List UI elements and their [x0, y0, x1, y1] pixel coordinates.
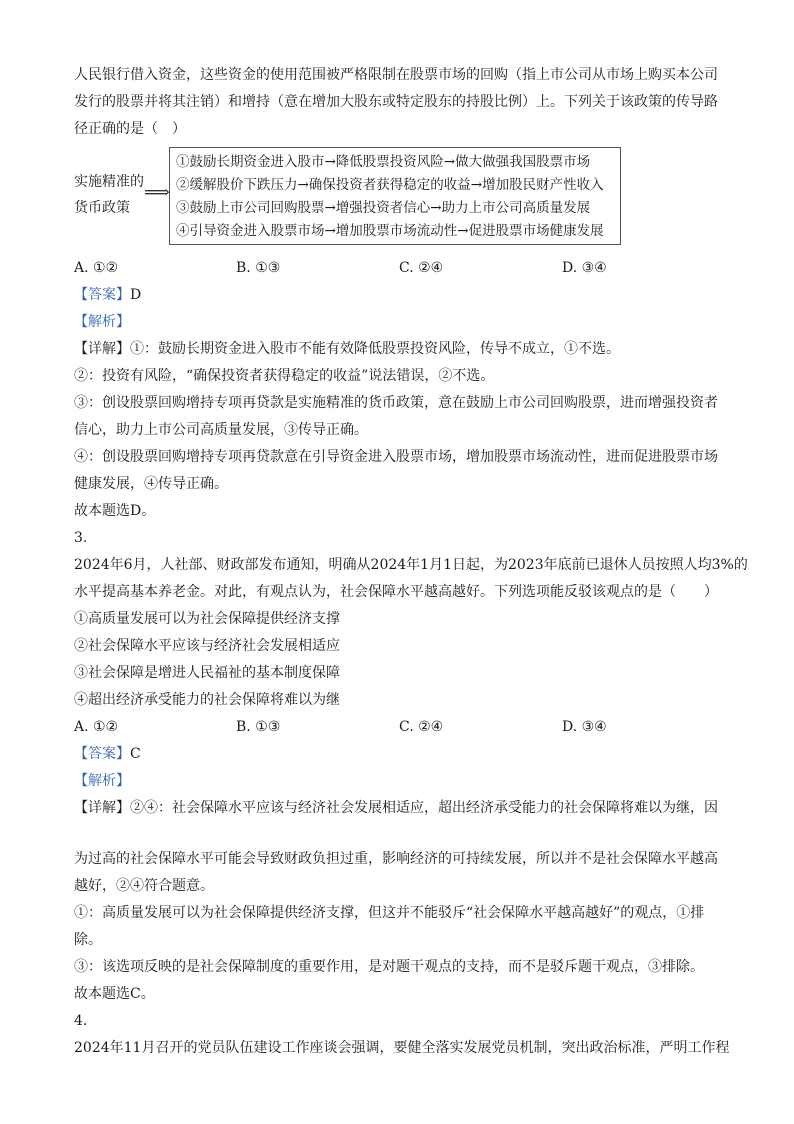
q2-detail-line: ④：创设股票回购增持专项再贷款意在引导资金进入股票市场，增加股票市场流动性，进而促进股票市场	[74, 449, 718, 465]
q2-analysis	[74, 309, 724, 336]
q2-detail-line: 健康发展，④传导正确。	[74, 476, 228, 492]
q4-number: 4.	[74, 1013, 88, 1029]
double-arrow-icon: ⟹	[144, 182, 170, 203]
q3-item-4: ④超出经济承受能力的社会保障将难以为继	[74, 692, 340, 708]
q3-stem-line: 2024年6月，人社部、财政部发布通知，明确从2024年1月1日起，为2023年底前已退休人员按照人均3%的	[74, 557, 748, 573]
q4-stem-line: 2024年11月召开的党员队伍建设工作座谈会强调，要健全落实发展党员机制，突出政治标准，严明工作程	[74, 1040, 730, 1056]
answer-value: D	[130, 287, 142, 303]
q3-detail-line: ①：高质量发展可以为社会保障提供经济支撑，但这并不能驳斥“社会保障水平越高越好”的观点，①排	[74, 905, 705, 921]
q3-answer	[74, 741, 724, 768]
detail-tag: 【详解】	[74, 341, 130, 357]
q2-stem-line: 人民银行借入资金，这些资金的使用范围被严格限制在股票市场的回购（指上市公司从市场上购买本公司	[74, 67, 718, 83]
q3-detail-line: 越好，②④符合题意。	[74, 878, 214, 894]
flow-path-3: ③鼓励上市公司回购股票→增强投资者信心→助力上市公司高质量发展	[176, 200, 591, 216]
option-a: A. ①②	[74, 719, 119, 735]
q2-detail-line: ③：创设股票回购增持专项再贷款是实施精准的货币政策，意在鼓励上市公司回购股票，进而增强投资者	[74, 395, 718, 411]
q3-detail-line	[74, 795, 724, 822]
q2-detail-line: 故本题选D。	[74, 503, 156, 519]
q2-detail-line	[74, 336, 724, 363]
option-a: A. ①②	[74, 260, 119, 276]
flow-source-line: 货币政策	[74, 200, 130, 216]
q2-flow-diagram	[74, 147, 724, 255]
answer-tag: 【答案】	[74, 746, 130, 762]
option-c: C. ②④	[399, 260, 444, 276]
analysis-tag: 【解析】	[74, 773, 130, 789]
q3-number: 3.	[74, 530, 88, 546]
q3-detail-line: ③：该选项反映的是社会保障制度的重要作用，是对题干观点的支持，而不是驳斥题干观点，③排除。	[74, 959, 704, 975]
q2-stem-line: 发行的股票并将其注销）和增持（意在增加大股东或特定股东的持股比例）上。下列关于该政策的传导路	[74, 94, 718, 110]
q3-item-2: ②社会保障水平应该与经济社会发展相适应	[74, 638, 340, 654]
q3-detail-line: 除。	[74, 932, 102, 948]
option-b: B. ①③	[236, 260, 281, 276]
q2-detail-line: 信心，助力上市公司高质量发展，③传导正确。	[74, 422, 368, 438]
exam-page	[74, 62, 748, 1062]
q2-answer	[74, 282, 724, 309]
q2-stem-line: 径正确的是（ ）	[74, 121, 186, 137]
flow-path-4: ④引导资金进入股票市场→增加股票市场流动性→促进股票市场健康发展	[176, 223, 604, 239]
q3-analysis	[74, 768, 724, 795]
answer-tag: 【答案】	[74, 287, 130, 303]
option-d: D. ③④	[562, 719, 607, 735]
detail-tag: 【详解】	[74, 800, 130, 816]
q3-detail-line: 故本题选C。	[74, 986, 155, 1002]
analysis-tag: 【解析】	[74, 314, 130, 330]
flow-path-2: ②缓解股价下跌压力→确保投资者获得稳定的收益→增加股民财产性收入	[176, 177, 604, 193]
q3-stem-line: 水平提高基本养老金。对此，有观点认为，社会保障水平越高越好。下列选项能反驳该观点的是（ ）	[74, 584, 718, 600]
option-c: C. ②④	[399, 719, 444, 735]
detail-text: ②④：社会保障水平应该与经济社会发展相适应，超出经济承受能力的社会保障将难以为继，因	[130, 800, 718, 816]
flow-source-label	[74, 169, 144, 221]
option-b: B. ①③	[236, 719, 281, 735]
flow-source-line: 实施精准的	[74, 174, 144, 190]
q3-item-3: ③社会保障是增进人民福祉的基本制度保障	[74, 665, 340, 681]
flow-path-1: ①鼓励长期资金进入股市→降低股票投资风险→做大做强我国股票市场	[176, 154, 591, 170]
q3-item-1: ①高质量发展可以为社会保障提供经济支撑	[74, 611, 340, 627]
q3-options	[74, 714, 724, 741]
q2-stem	[74, 62, 724, 143]
q3-detail-line: 为过高的社会保障水平可能会导致财政负担过重，影响经济的可持续发展，所以并不是社会保障水平越高	[74, 851, 718, 867]
paragraph-gap	[74, 822, 724, 846]
detail-text: ①：鼓励长期资金进入股市不能有效降低股票投资风险，传导不成立，①不选。	[130, 341, 620, 357]
q2-detail-line: ②：投资有风险，“确保投资者获得稳定的收益”说法错误，②不选。	[74, 368, 495, 384]
flow-paths-box	[169, 147, 621, 245]
option-d: D. ③④	[562, 260, 607, 276]
answer-value: C	[130, 746, 141, 762]
q2-options	[74, 255, 724, 282]
